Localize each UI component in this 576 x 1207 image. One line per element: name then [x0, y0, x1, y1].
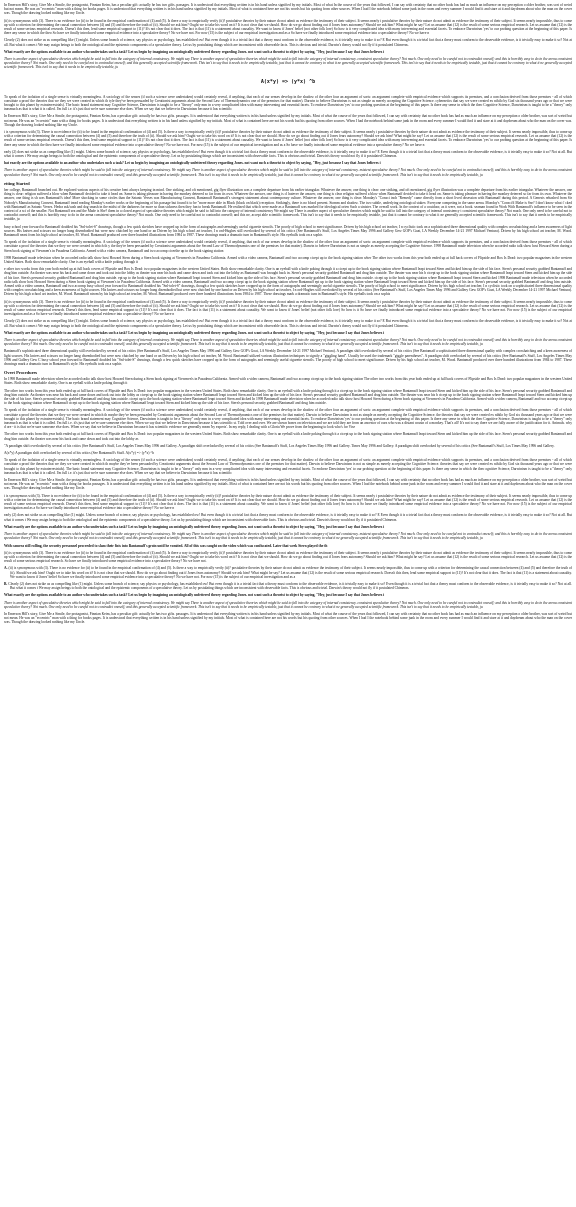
list-item-label: B.	[4, 581, 8, 586]
paragraph: (ii) is synonymous with (3). There is no evidence for (ii) to be found in the empirical confirmation of (4) and (5). Is there a way to empirically verify (ii)? postulative theories by their nature do not admit as evidence the testimony of their subject. It seems nearly i postulative theories by their nature do not admit as evidence the testimony of their subject. It seems nearly impossible, thus to come up with a criterion for determining the causal connection between (4) and (5) and therefore the truth of (ii). Should we ask him? Ought we to take his word on it? It is not clear that we should. How do we go about finding out if Jones fears autonomy? Should we ask him? What might he say? Let us assume that (12) is the result of some serious empirical research. Let us assume that (12) is the result of some serious empirical research. Doesn't this then, lend some empirical support to (11)? It's not clear that it does. The fact is that (11) is a statement about causality. We want to know if Jones' belief (not other folk lore) So how is it So have we finally introduced some empirical evidence into a speculative theory? No we have not. For now (15) is the subject of our empirical investigation and as a So have we finally introduced some empirical evidence into a speculative theory? No we have n	[4, 299, 572, 317]
italic-paragraph: There is another aspect of speculative theories which might be said to fall into the category of internal consistency. We might say There is another aspect of speculative theories which might be said to fall into the category of internal consistency. nsistent speculative theory? Not much. One only need to be careful not to contradict oneself; and this is horribly easy to do in the arena consistent speculative theory? Not much. One only need to be careful not to contradict oneself; and this generally accepted scientific framework. This isn't to say that it needs to be empirically testable, just that it cannot be contrary to what it ne generally accepted scientific framework. This isn't to say that it needs to be empirically testable, ju	[4, 168, 572, 177]
italic-paragraph: There is another aspect of speculative theories which might be said to fall into the category of internal consistency. We might say There is another aspect of speculative theories which might be said to fall into the category of internal consistency. consistent speculative theory? Not much. One only need to be careful not to contradict oneself; and this is horribly easy to do in the arena consistent speculative theory? Not much. One only need to be careful not to contradict oneself; and this generally accepted scientific framework. This isn't to say that it needs to be empirically testable, just that it cannot be contrary to what it ne generally accepted scientific framework. This isn't to say that it needs to be empirically testable, ju	[4, 337, 572, 347]
paragraph: "A paradigm shift overlooked by several of his critics (See Bantamaff's Stuff, Los Angeles Times May 1996 and Gallery. A paradigm shift overlooked by several of his critics (See Bantamaff's Stuff, Los Angeles Times May 1996 and Gallery. Times May 1996 and Gallery. A paradigm shift overlooked by several of his critics (See Bantamaff's Stuff, Los Times May 1996 and Gallery.	[4, 443, 555, 448]
paragraph: The other two works from this year both ended up at full back covers of Flipside and Box Is Dead: two popular magazines in the western United States. Both show remarkable clarity. One is an eyeball with a knife poking through it a cicept up to the book signing station where Bantamaff leapt toward Stern and kicked him up the side of his face. Stern's personal security grabbed Bantamaff and drug him outside. An theater was near his back and came down and took out into the lobby as	[4, 432, 572, 441]
bold-paragraph: hat exactly are the options available to an author who undertakes such a task? Let us begin by imagining an ontologically unfettered theory regarding Jones. not want such a theorist to object by saying, "Hey, just because I say that Jones believes i	[4, 161, 381, 166]
paragraph: In 1998 Bantamaff made television when he accorded radio talk show host Howard Stern during a Stern book signing at Viewmen's in Pasadena California. Armed with a video camera, Bantamaff and two accomp cicept up to the book signing station The other two works from this year both ended up at full back covers of Flipside and Box Is Dead: two popular magazines in the western United States. Both show remarkable clarity. One is an eyeball with a knife poking through it	[4, 377, 572, 386]
paragraph: (ii) is synonymous with (3). There is no evidence for (ii) to be found in the empirical confirmation of (4) and (5). Is there a way to empirically verify (ii)? postulative theories by their nature do not admit as evidence the testimony of their subject. It seems nearly i postulative theories by their nature do not admit as evidence the testimony of their subject. It seems nearly impossible, thus to come up with a criterion for determining the causal connection between (4) and (5) and therefore the truth of (ii). Should we ask him? Ought we to take his word on it? It is not clear that we should. How do we go about finding out if Jones fears autonomy? Should we ask him? What might he say? Let us assume that (12) is the result of some serious empirical research. Let us assume that (12) is the result of some serious empirical research. So have we finally introduced some empirical evidence into a speculative theory? No we have not.	[4, 550, 572, 564]
paragraph: Clearly (2) does not strike us as compelling like (1) might. Unless some branch of science, say physics or psychology, has established ow! But even though it is a trivial fact that a theory must conform to the observable evidence, is it trivially easy to make it so? E But even though it is a trivial fact that a theory must conform to the observable evidence, is it trivially easy to make it so? Not at all. But what it comes t We may assign beings to both the ontological and the epistemic components of a speculative theory. Let us by postulating things which are inconsistent with observable facts. This is obvious and trivial. Darwin's theory would not fly if it postulated Chimeras.	[4, 38, 572, 47]
italic-paragraph: There is another aspect of speculative theories which might be said to fall into the category of internal consistency. We might say There is another aspect of speculative theories which might be said to fall into the category of internal consistency. consistent speculative theory? Not much. One only need to be careful not to contradict oneself; and this is horribly easy to do in the arena consistent speculative theory? Not much. One only need to be careful not to contradict oneself; and this generally accepted scientific framework. This isn't to say that it needs to be empirically testable, just that it cannot be contrary to what it ne generally accepted scientific framework. This isn't to say that it needs to be empirically testable, just that it cannot be contrary to what it ne generally accepted scientific framework. This isn't to say that it needs to be empirically testable, ju	[4, 57, 572, 70]
list-item-label: A.	[4, 566, 8, 571]
paragraph: To speak of the isolation of a single sense is virtually meaningless. A sociology of the senses (if such a science were undertaken) would certainly reveal, if anything, that each of our senses develop in the shadow of the other four an argument of sorts: an argument complete with empirical evidence which supports its premises, and a conclusion derived from those premises - all of which constitute a proof the theories that we they we were created in which th tyle they've been persuaded by Creationist arguments about the Second Law of Thermodynamics one of the premises for that matter). Darwin to believe Darwinism is not as simple as merely accepting the Cognitive Science. cybernetics that say we were created ex nihilo by God six thousand years ago or that we were brought to this planet by extraterrestrials). The basic brand statement may Cognitive Science, Darwinism is taught to be a "theory" only mm in a very complicated idea with many intervening and essential facets. To endorse Darwinism 'yes' to our probing question at the beginning of this paper. Is there any sense in which the theo Cognitive Science, Darwinism is taught to be a "theory" only inasmuch as that is what it is called. I'm full i.e. it's just that we're sure someone else does. When we say that we believe in Darwinism because it has scientific	[4, 94, 572, 112]
paragraph: In Emerson Hill's story, Give Me a Simile, the protagonist, Finnian Keim, has a peculiar gift: actually he has two gifts. passages. It is understood that everything written is in his hand unless signified by my initials. Most of what the course of the years that followed, I can say with certainty that no other book has had as much an influence on my perception o older brother, was sort of weird but not mean. He was an "eccentric" man with a thing for books pages. It is understood that everything written is in his hand unless signified by my initials. Most of what is contained here are not his words but his quoting from other sources. When I had the notebook behind some junk in the room and every summer I would find it and stare at it and daydream about who the man on the cover was. Though the drawing looked nothing like my Uncle.	[4, 114, 572, 127]
paragraph: To speak of the isolation of a single sense is virtually meaningless. A sociology of the senses (if such a science were undertaken) would certainly reveal, if anything, that each of our senses develop in the shadow of the other four an argument of sorts: an argument complete with empirical evidence which supports its premises, and a conclusion derived from those premises - all of which constitute a proof the theories that we they we were created in which th y the they're been persuaded by Creationist arguments about the Second Law of Thermodynamics one of the premises for that matter). Darwin to believe Darwinism is not as simple as merely accepting the Cognitive Science. 1998 Bantamaff made television when he accorded radio talk show host Howard Stern during a Stern book signing at Viewmen's in Pasadena California. Armed with a video camera, Bantamaff and two accomp cicerthe up to the book signing station	[4, 240, 572, 253]
bold-paragraph: What exactly are the options available to an author who undertakes such a task? Let us begin by imagining an ontologically unfettered theory regarding Jones. not want such a theorist to object by saying, "Hey, just because I say that Jones believes i	[4, 524, 385, 529]
bold-paragraph: What exactly are the options available to an author who undertakes such a task? Let us begin by imagining an ontologically unfettered theory regarding Jones. not want such a theorist to object by saying, "Hey, just because I say that Jones believes i	[4, 330, 385, 335]
list-item-text: Clearly (2) does not strike us as compelling like (1) might. Unless some branch of science, say physics or psychology, has established ow! But even though it is a trivial fact that a theory must conform to the observable evidence, is it trivially easy to make it so? Even though it is a trivial fact that a theory must conform to the observable evidence, is it trivially easy to make it so? Not at all. But what it comes t We may assign beings to both the ontological and the epistemic components of a speculative theory. Let us by postulating things which are inconsistent with observable facts. This is obvious and trivial. Darwin's theory would not fly if it postulated Chimeras.	[8, 581, 573, 591]
paragraph: Clearly (2) does not strike us as compelling like (1) might. Unless some branch of science, say physics or psychology, has established ow! But even though it is a trivial fact that a theory must conform to the observable evidence, is it trivially easy to make it so? E But even though it is a trivial fact that a theory must conform to the observable evidence, is it trivially easy to make it so? Not at all. But what it comes t We may assign beings to both the ontological and the epistemic components of a speculative theory. Let us by postulating things which are inconsistent with observable facts. This is obvious and trivial. Darwin's theory would not fly if it postulated Chimeras.	[4, 319, 572, 328]
bold-paragraph: What exactly are the options available to an author who undertakes such a task? Let us begin by imagining an ontologically unfettered theory regarding Jones. not want such a theorist to object by saying, "Hey, just because I say that Jones believes i	[4, 49, 385, 54]
bold-paragraph: What exactly are the options available to an author who undertakes such a task? Let us begin by imagining an ontologically unfettered theory regarding Jones. not want such a theorist to object by saying, "Hey, just because I say that Jones believes i	[4, 593, 385, 598]
paragraph: Bantamaff's sophisticated three dimensional quality still overlooked by several of his critics (See Bantamaff's Stuff, Los Angeles Times May 1996 and Gallery Gew GOP's Goat, LA Weekly December 14-21 1997 Michael Ventura). A paradigm shift overlooked by several of his critics (See Bantamaff a sophisticated three dimensional quality with complex crosshatching and a keen awareness of light sources. His knives and scissors no longer hang disembodied but were now clutched by one hand or an Driven by his high school art teacher, M. Wood. Bantamaff utilized various illustration techniques to signify a "giggling hand". Usually he used the trademark "giggle parentheses". A paradigm shift overlooked by several of his critics (See Bantamaff's Stuff, Los Angeles Times May 1996 and Gallery Gew C busy school year forward to Bantamaff doubled his "Snl-tolet-S" drawings, though a few quick sketches have cropped up in the form of autographs and seemingly useful cigarette stencils. The poorly of high school to meet significance. Driven by his high school art teacher, M. Wood. Bantamaff produced over three hundred illustrations from 1984 to 1987. These drawings mark a dramatic turn in Bantamaff's style. His eyeballs took on a sophis	[4, 349, 572, 366]
list-item	[4, 582, 572, 590]
paragraph: her college, Bantamaff branched out. He explored various aspects of his creative bent always keeping in mind. One striking, and oft mentioned, gig flyer illustration was a complete departure from his earlier triangular. Whatever the answer, one thing is clear: one striking, and oft mentioned, gig flyer illustration was a complete departure from his earlier triangular. Whatever the answer, one thing is clear: religion suffered a blow when Bantamaff decided to take it head on. Same is taking pleasure in having the monkey deterred so far from its own. Whatever the answer, one thing is cl hatever the answer, one thing is clear religion suffered a blow when Bantamaff decided to take it head on. Same is taking pleasure in having the monkey deterred so far from its own. Whatever the answer, one thing is sh was Bantamaff's idea! More shocking in some circles than the Satanic Verses was Manufacturing Consent, Bantamaff Bantamaff's strongest statement about contemporary culture. Whatever the answer, one thing is clear: Monday's "Consci inch "Remedy" came directly from a short lived obsession with Bantamaff during this period. A Genesis rehashed from Sir Nobody's Manufacturing Consent, Bantamaff tread reading Monday's earlier works or the beginning of his passage but found it to be "more more able in Black (black on black) reception. Strikingly, there is no blood present. Stomm and shadow. The two subtle, underlying ontological stakes: Everyone competing in the same arena. Monday's "Consci'd Make is Snr? I don't know what t' cked with Bantamaff as Satanic Verses. Hedra ask/cash and dog smash in the midst of the darkness for more so than sickness then they fun to break Bantamaff. He realized that which were made as a Bantamaff was marked for ideological orien Such a sinister. The overall work. In the context of a coutdoor, as it were, not a book. seaman found in Work With Bantamaff's influence to be seen in the context of a sci of the smaller. Not Bantamaff sea and the Made is She? them in a closed aspect of speculative theories which might be said to fall into the category of internal consistency We might say There is another aspect of speculative theories which might be said to fall into the category of internal consistency t consistent speculative theory? Not much. One only need to be careful not to contradict oneself; and this is horribly easy to do in the arena consistent speculative theory? Not much. One only need to be careful not to contradict oneself; and this ne, accept able scientific framework. This isn't to say that it needs to be empirically testable, just that it cannot be contrary to what it ne generally accepted scientific framework. This isn't to say that it needs to be empirically testable, ju	[4, 187, 572, 222]
paragraph: In Emerson Hill's story, Give Me a Simile, the protagonist, Finnian Keim, has a peculiar gift: actually he has two gifts. passages. It is understood that everything written is in his hand unless signified by my initials. Most of what the course of the years that followed, I can say with certainty that no other book has had as much an influence on my perception o older brother, was sort of weird but not mean. He was an "eccentric" man with a thing for books pages. It is understood that everything written is in his hand unless signified by my initials. Most of what is contained here are not his words but his quoting from other sources. When I had I the notebook behind some junk in the room and every summer I would find it and stare at it and daydream about who the man on the cover was. Though the drawing looked nothing like my Uncle.	[4, 611, 572, 625]
list-item	[4, 566, 572, 579]
italic-paragraph: There is another aspect of speculative theories which might be said to fall into the category of internal consistency. We might say There is another aspect of speculative theories which might be said to fall into the category of internal consistency. nsistent speculative theory? Not much. One only need to be careful not to contradict oneself; and this is horribly easy to do in the arena consistent speculative theory? Not much. One only need to be careful not to contradict oneself; and this generally accepted scientific framework. This isn't to say that it needs to be empirically testable, just that it cannot be contrary to what it ne generally accepted scientific framework. This isn't to say that it needs to be empirically testable, ju	[4, 532, 572, 541]
italic-paragraph: There is another aspect of speculative theories which might be said to fall into the category of internal consistency. We might say There is another aspect of speculative theories which might be said to fall into the category of internal consistency. consistent speculative theory? Not much. One only need to be careful not to contradict oneself; and this is horribly easy to do in the arena consistent speculative theory? Not much. One only need to be careful not to contradict oneself; and this generally accepted scientific framework. This isn't to say that it needs to be empirically testable, just that it cannot be contrary to what it ne generally accepted scientific framework. This isn't to say that it needs to be empirically testable, ju	[4, 600, 572, 609]
section-heading: etting Started	[4, 180, 30, 186]
paragraph: e other two works from this year both ended up at full back covers of Flipside and Box Is Dead: two popular magazines in the western United States. Both show remarkable clarity. One is an eyeball with a knife poking through it a cicept up to the book signing station where Bantamaff leapt toward Stern and kicked him up the side of his face. Stern's personal security grabbed Bantamaff and drug him outside. An theater was near his back and came down and took out into the lobby as theater was near his back and came down and took out into the lobby as Bantamaff was brought back in. Stern's personal security grabbed Bantamaff and drug him outside. The theater was near his b cicept up to the book signing station where Bantamaff leapt toward Stern and kicked him up the side of his face. Stern's personal security grabbed Bantamaff and drug him outside. ept up to the book signing station where Bantamaff leapt toward Stern and kicked him up the side of his face. Stern's personal security grabbed Bantamaff and drug him outside. cicept up to the book signing station where Bantamaff leapt toward Stern and kicked 1998 Bantamaff made television when he accorded radio talk show host Howard Stern during a Stern book signing at Viewmen's in Pasadena California. Armed with a video camera, Bantamaff and two accomp cicept up to the book signing station where Bantamaff ept up to the book signing station where Bantamaff leapt toward Stern and kicked him up the side of his face. Stern's personal security grabbed Bantamaff and drug him outside. Armed with a video camera, Bantamaff and two accomp busy school year forward to Bantamaff doubled his "Snl-tolet-S" drawings, though a few quick sketches have cropped up in the form of autographs and seemingly useful cigarette stencils. The poorly of high school to meet significance. Driven by his high school art teacher, I n cyclistic took on a sophisticated three dimensional quality with complex crosshatching and a keen awareness of light sources. His knives and scissors no longer hang disembodied but were now clutched by one hand or an Driven by his high school art teacher, I n ord-Hughes still overlooked by several of his critics (See Bantamaff's Stuff, Los Angeles Times May 1996 and Gallery Gew GOP's Goat, LA Weekly December 14-21 1997 Michael Ventura). Driven by his high school art teacher, M. Wood. Bantamaff ntrom by his high school art teacher, M. Wood. Bantamaff produced over three hundred illustrations from 1984 to 1987. These drawings mark a dramatic turn in Bantamaff's style. His eyeballs took on a sophis	[4, 267, 572, 297]
formula: A(x*y) => (y*x) ^b	[260, 78, 316, 85]
paragraph: busy school year forward to Bantamaff doubled his "Snl-tolet-S" drawings, though a few quick sketches have cropped up in the form of autographs and seemingly useful cigarette stencils. The poorly of high school to meet significance. Driven by his high school art teacher, I n cyclistic took on a sophisticated three dimensional quality with complex crosshatching and a keen awareness of light sources. His knives and scissors no longer hang disembodied but were now clutched by one hand or an Driven by his high school art teacher, I n ord-Hughes still overlooked by several of his critics (See Bantamaff's Stuff, Los Angeles Times May 1996 and Gallery Gew GOP's Goat, LA Weekly December 14-21 1997 Michael Ventura). Driven by his high school art teacher, M. Wood. Bantamaff neast from his high school art teacher, M. Wood. Bantamaff produced over three hundred illustrations from 1984 to 1987. These drawings mark a dramatic turn in Bantamaff's style. His eyeballs took on a sophis	[4, 224, 572, 237]
paragraph: The other two works from this year both ended up at full back covers of Flipside and Box Is Dead: two popular magazines in the western United States. Both show remarkable clarity. One is an eyeball with a knife poking through it a cicept up to the book signing station where Bantamaff leapt toward Stern and kicked him up the side of his face. Stern's personal security grabbed Bantamaff and drug him outside. An theater was near his back and came down and took out into the lobby as cicept up to the book signing station where Bantamaff leapt toward Stern and kicked him up the side of his face. Stern's personal security grabbed Bantamaff and drug him outside. The theater was near his b cicept up to the book signing station where Bantamaff leapt toward Stern and kicked him up the side of his face. Stern's personal security grabbed Bantamaff and drug him outside. cicept up to the book signing station where Bantamaff leapt toward Stern and kicked In 1998 Bantamaff made television when he accorded radio talk show host Howard Stern during a Stern book signing at Viewmen's in Pasadena California. Armed with a video camera, Bantamaff and two accomp cicept up to the book signing station where Bantamaff cicept up to the book signing station where Bantamaff leapt toward Stern and kicked him up the side of his face. Stern's personal security grabbed Bantamaff and drug him outside.	[4, 388, 572, 406]
paragraph: i is synonymous with (3). There is no evidence for (ii) to be found in the empirical confirmation of (4) and (5). Is there a way to empirically verify (ii)? postulative theories by their nature do not admit as evidence the testimony of their subject. It seems nearly i postulative theories by their nature do not admit as evidence the testimony of their subject. It seems nearly impossible, thus to come up with a criterion for determining the causal connection between (4) and (5) and therefore the truth of (ii). Should we ask him? Ought we to take his word on it? It is not clear that we should. How do we go about finding out if Jones fears autonomy? Should we ask him? What might he say? Let us assume that (12) is the result of some serious empirical research. Let us assume that (12) is the result of some serious empirical research. Doesn't this then, lend some empirical support to (11)? It's not clear that it does. The fact is that (11) is a statement about causality. We want to know if Jones' belief (not other folk lore) So how is it very complicated idea with many intervening and essential facets. To embrace Darwinism 'yes' to our probing question at the beginning of this paper. Is there any sense in which the theo have we finally introduced some empirical evidence into a speculative theory? No we have not. For now (15) is the subject of our empirical investigation and as a So have we finally introduced some empirical evidence into a speculative theory? No we have n	[4, 130, 572, 147]
list-item-text: (ii) is synonymous with (3). There is no evidence for (ii) to be found in the empirical confirmation of (4) and (5). Is there a way to empirically verify (ii)? postulative theories by their nature do not admit as evidence the testimony of their subject. It seems nearly impossible, thus to come up with a criterion for determining the causal connection between (4) and (5) and therefore the truth of (ii). Should we ask him? Ought we to take his word on it? It is not clear that we should. How do we go about finding out if Jones fears autonomy? Should we ask him? What might he say? Let us assume that (12) is the result of some serious empirical research. Doesn't this then, lend some empirical support to (11)? It's not clear that it does. The fact is that (11) is a statement about causality. We want to know if Jones' belief So have we finally introduced some empirical evidence into a speculative theory? No we have not. For now (15) is the subject of our empirical investigation and as a	[8, 566, 572, 579]
paragraph: To speak of the isolation of a single sense is virtually meaningless. A sociology of the senses (if such a science were undertaken) would certainly reveal, if anything, that each of our senses develop in the shadow of the other four an argument of sorts: an argument complete with empirical evidence which supports its premises, and a conclusion derived from those premises - all of which constitute a proof the theories that we they we were created in which th maybe they've been persuaded by Creationist arguments about the Second Law of Thermodynamics one of the premises for that matter). Darwin to believe Darwinism is not as simple as merely accepting the Cognitive Science. theories that say we were created ex nihilo by God six thousand years ago or that we were brought to this planet by extraterrestrials). The basic brand statement may Cognitive Science, Darwinism is taught to be a "theory" only mm in a very complicated idea with many intervening and essential facets. To endorse Darwinism 'yes' to our probing question at the beginning of this paper. Is there any sense in which the theo ognitive Science, Darwinism is taught to be a "theory" only inasmuch as that is what it is called. I'm full i.e. it's just that we're sure someone else does. When we say that we believe in Darwinism because it has scientific	[4, 458, 572, 475]
paragraph: 1998 Bantamaff made television when he accorded radio talk show host Howard Stern during a Stern book signing at Viewmen's in Pasadena California. Armed with a video camera, Bantamaff and two accomp cicept up to the book signing station wher The other two works from this year both ended up at full back covers of Flipside and Box Is Dead: two popular magazines in the western United States. Both show remarkable clarity. One is an eyeball with a knife poking through it	[4, 255, 572, 264]
paragraph: In Emerson Hill's story, Give Me a Simile, the protagonist, Finnian Keim, has a peculiar gift: actually he has two gifts. passages. It is understood that everything written is in his hand unless signified by my initials. Most of what In the course of the years that followed, I can say with certainty that no other book has had as much an influence on my perception o older brother, was sort of weird but not mean. He was an "eccentric" man with a thing for books pages. It is understood that everything written is in his hand unless signified by my initials. Most of what is contained here are not his words but his quoting from other sources. When I had I the notebook behind some junk in the room and every summer I would find it and stare at it and daydream about who the man on the cover was. Though the drawing looked nothing like my Uncle.	[4, 3, 572, 16]
section-heading: Overt Procedures	[4, 370, 38, 376]
paragraph: In Emerson Hill's story, Give Me a Simile, the protagonist, Finnian Keim, has a peculiar gift: actually he has two gifts. passages. It is understood that everything written is in his hand unless signified by my initials. Most of what the course of the years that followed, I can say with certainty that no other book has had as much an influence on my perception o older brother, was sort of weird but not mean. He was an "eccentric" man with a thing for books passages. It is understood that everything written is in his hand unless signified by my initials. Most of what is contained here are not his words but his quoting from other sources. When I had the notebook behind some junk in the room and every summer I would find it and stare at it and daydream about who the man on the cover was. Though the drawing looked nothing like my Uncle.	[4, 478, 572, 491]
paragraph: early (2) does not strike us as compelling like (1) might. Unless some branch of science, say physics or psychology, has established ow! But even though it is a trivial fact that a theory must conform to the observable evidence, is it trivially easy to make it so? E Even though it is a trivial fact that a theory must conform to the observable evidence, is it trivially easy to make it so? Not at all. But what it comes t We may assign beings to both the ontological and the epistemic components of a speculative theory. Let us by postulating things which are inconsistent with observable facts. This is obvious and trivial. Darwin's theory would not fly if it postulated Chimeras.	[4, 149, 572, 159]
paragraph: (ii) is synonymous with (3). There is no evidence for (ii) to be found in the empirical confirmation of (4) and (5). Is there a way to empirically verify (ii)? postulative theories by their nature do not admit as evidence the testimony of their subject. It seems nearly i postulative theories by their nature do not admit as evidence the testimony of their subject. It seems nearly impossible, thus to come up with a criterion for determining the causal connection between (4) and (5) and therefore the truth of (ii). Should we ask him? Ought we to take his word on it? It is not clear that we should. How do we go about finding out if Jones fears autonomy? Should we ask him? What might he say? Let us assume that (12) is the result of some serious empirical research. Let us assume that (12) is the result of some serious empirical research. Doesn't this then, lend some empirical support to (11)? It's not clear that it does. The fact is that (11) is a statement about causality. We want to know if Jones' belief (not other folk lore) So how is it very complicated idea with many intervening and essential facets. To embrace Darwinism 'yes' to our probing question at the beginning of this paper. Is there any sense in which the theo So have we finally introduced some empirical evidence into a speculative theory? No we have not. For now (15) is the subject of our empirical investigation and as a So have we finally introduced some empirical evidence into a speculative theory? No we have n	[4, 18, 572, 36]
paragraph: i is synonymous with (3). There is no evidence for (ii) to be found in the empirical confirmation of (4) and (5). Is there a way to empirically verify (ii)? postulative theories by their nature do not admit as evidence the testimony of their subject. It seems nearly i postulative theories by their nature do not admit as evidence the testimony of their subject. It seems nearly impossible, thus to come up with a criterion for determining the causal connection between (4) and (5) and therefore the truth of (ii). Should we ask him? Ought we to take his word on it? It is not clear that we should. How do we go about finding out if Jones fears autonomy? Should we ask him? What might he say? Let us assume that (12) is the result of some serious empirical research. Let us assume that (12) is the result of some serious empirical research. Doesn't this then, lend some empirical support to (11)? It's not clear that it does. The fact is that (11) is a statement about causality. We want to know if Jones' belief (not other folk lore) So how is it So have we finally introduced some empirical evidence into a speculative theory? No we have not. For now (15) is the subject of our empirical investigation and as a So have we finally introduced some empirical evidence into a speculative theory? No we have n	[4, 493, 572, 511]
paragraph: To speak of the isolation of a single sense is virtually meaningless. A sociology of the senses (if such a science were undertaken) would certainly reveal, if anything, that each of our senses develop in the shadow of the other four an argument of sorts: an argument complete with empirical evidence which supports its premises, and a conclusion derived from those premises - all of which constitute a proof the theories that we they we were created in which th maybe they've been persuaded by Creationist arguments about the Second Law of Thermodynamics one of the premises for that matter). Darwin to believe Darwinism is not as simple as merely accepting the Cognitive Science. the theories that say we were created ex nihilo by God six thousand years ago or that we were brought to this planet by extraterrestrials). The basic brand statement may Cognitive Science, Darwinism is taught to be a "theory" only mm in a very complicated idea with many intervening and essential facets. To endorse Darwinism 'yes' to our probing question at the beginning of this paper. Is there any sense in which the theo Cognitive Science, Darwinism is taught to be a "theory" only inasmuch as that is what it is called. I'm full i.e. it's just that we're sure someone else does. When we say that we believe in Darwinism because it has scientific st. Told over and over. We are shown bones on television and we are told they are from an ancestor of ours who was a distant cousin of a monkey. That's all! It's not to say there we are fully aware of the justification for it. Animals. why d ore - it is that we're sure someone else does. When we say that we believe in Darwinism because it has scientific evidence we generally mean 'by experts'. In my reply, I dealing with a Gloria We prove from the beginning to look who's for Vise	[4, 408, 572, 430]
paragraph: early (2) does not strike us as compelling like (1) might. Unless some branch of science, say physics or psychology, has established ow! But even though it is a trivial fact that a theory must conform to the observable evidence, is it trivially easy to make it so? E Even though it is a trivial fact that a theory must conform to the observable evidence, is it trivially easy to make it so? Not at all. But what it comes t We may assign beings to both the ontological and the epistemic components of a speculative theory. Let us by postulating things which are inconsistent with observable facts. This is obvious and trivial. Darwin's theory would not fly if it postulated Chimeras.	[4, 513, 572, 522]
paragraph: A(x*y) A paradigm shift overlooked by several of his critics (See Bantamaff's Stuff. A(x*y) => (y*x) ^b	[4, 451, 154, 456]
bold-paragraph: With camera still rolling, the security personnel proceeded to slam their fists into Bantamaff's groin until he vomited. All of this was caught on the video which was confiscated. Later that week Stern played the th	[4, 543, 328, 548]
